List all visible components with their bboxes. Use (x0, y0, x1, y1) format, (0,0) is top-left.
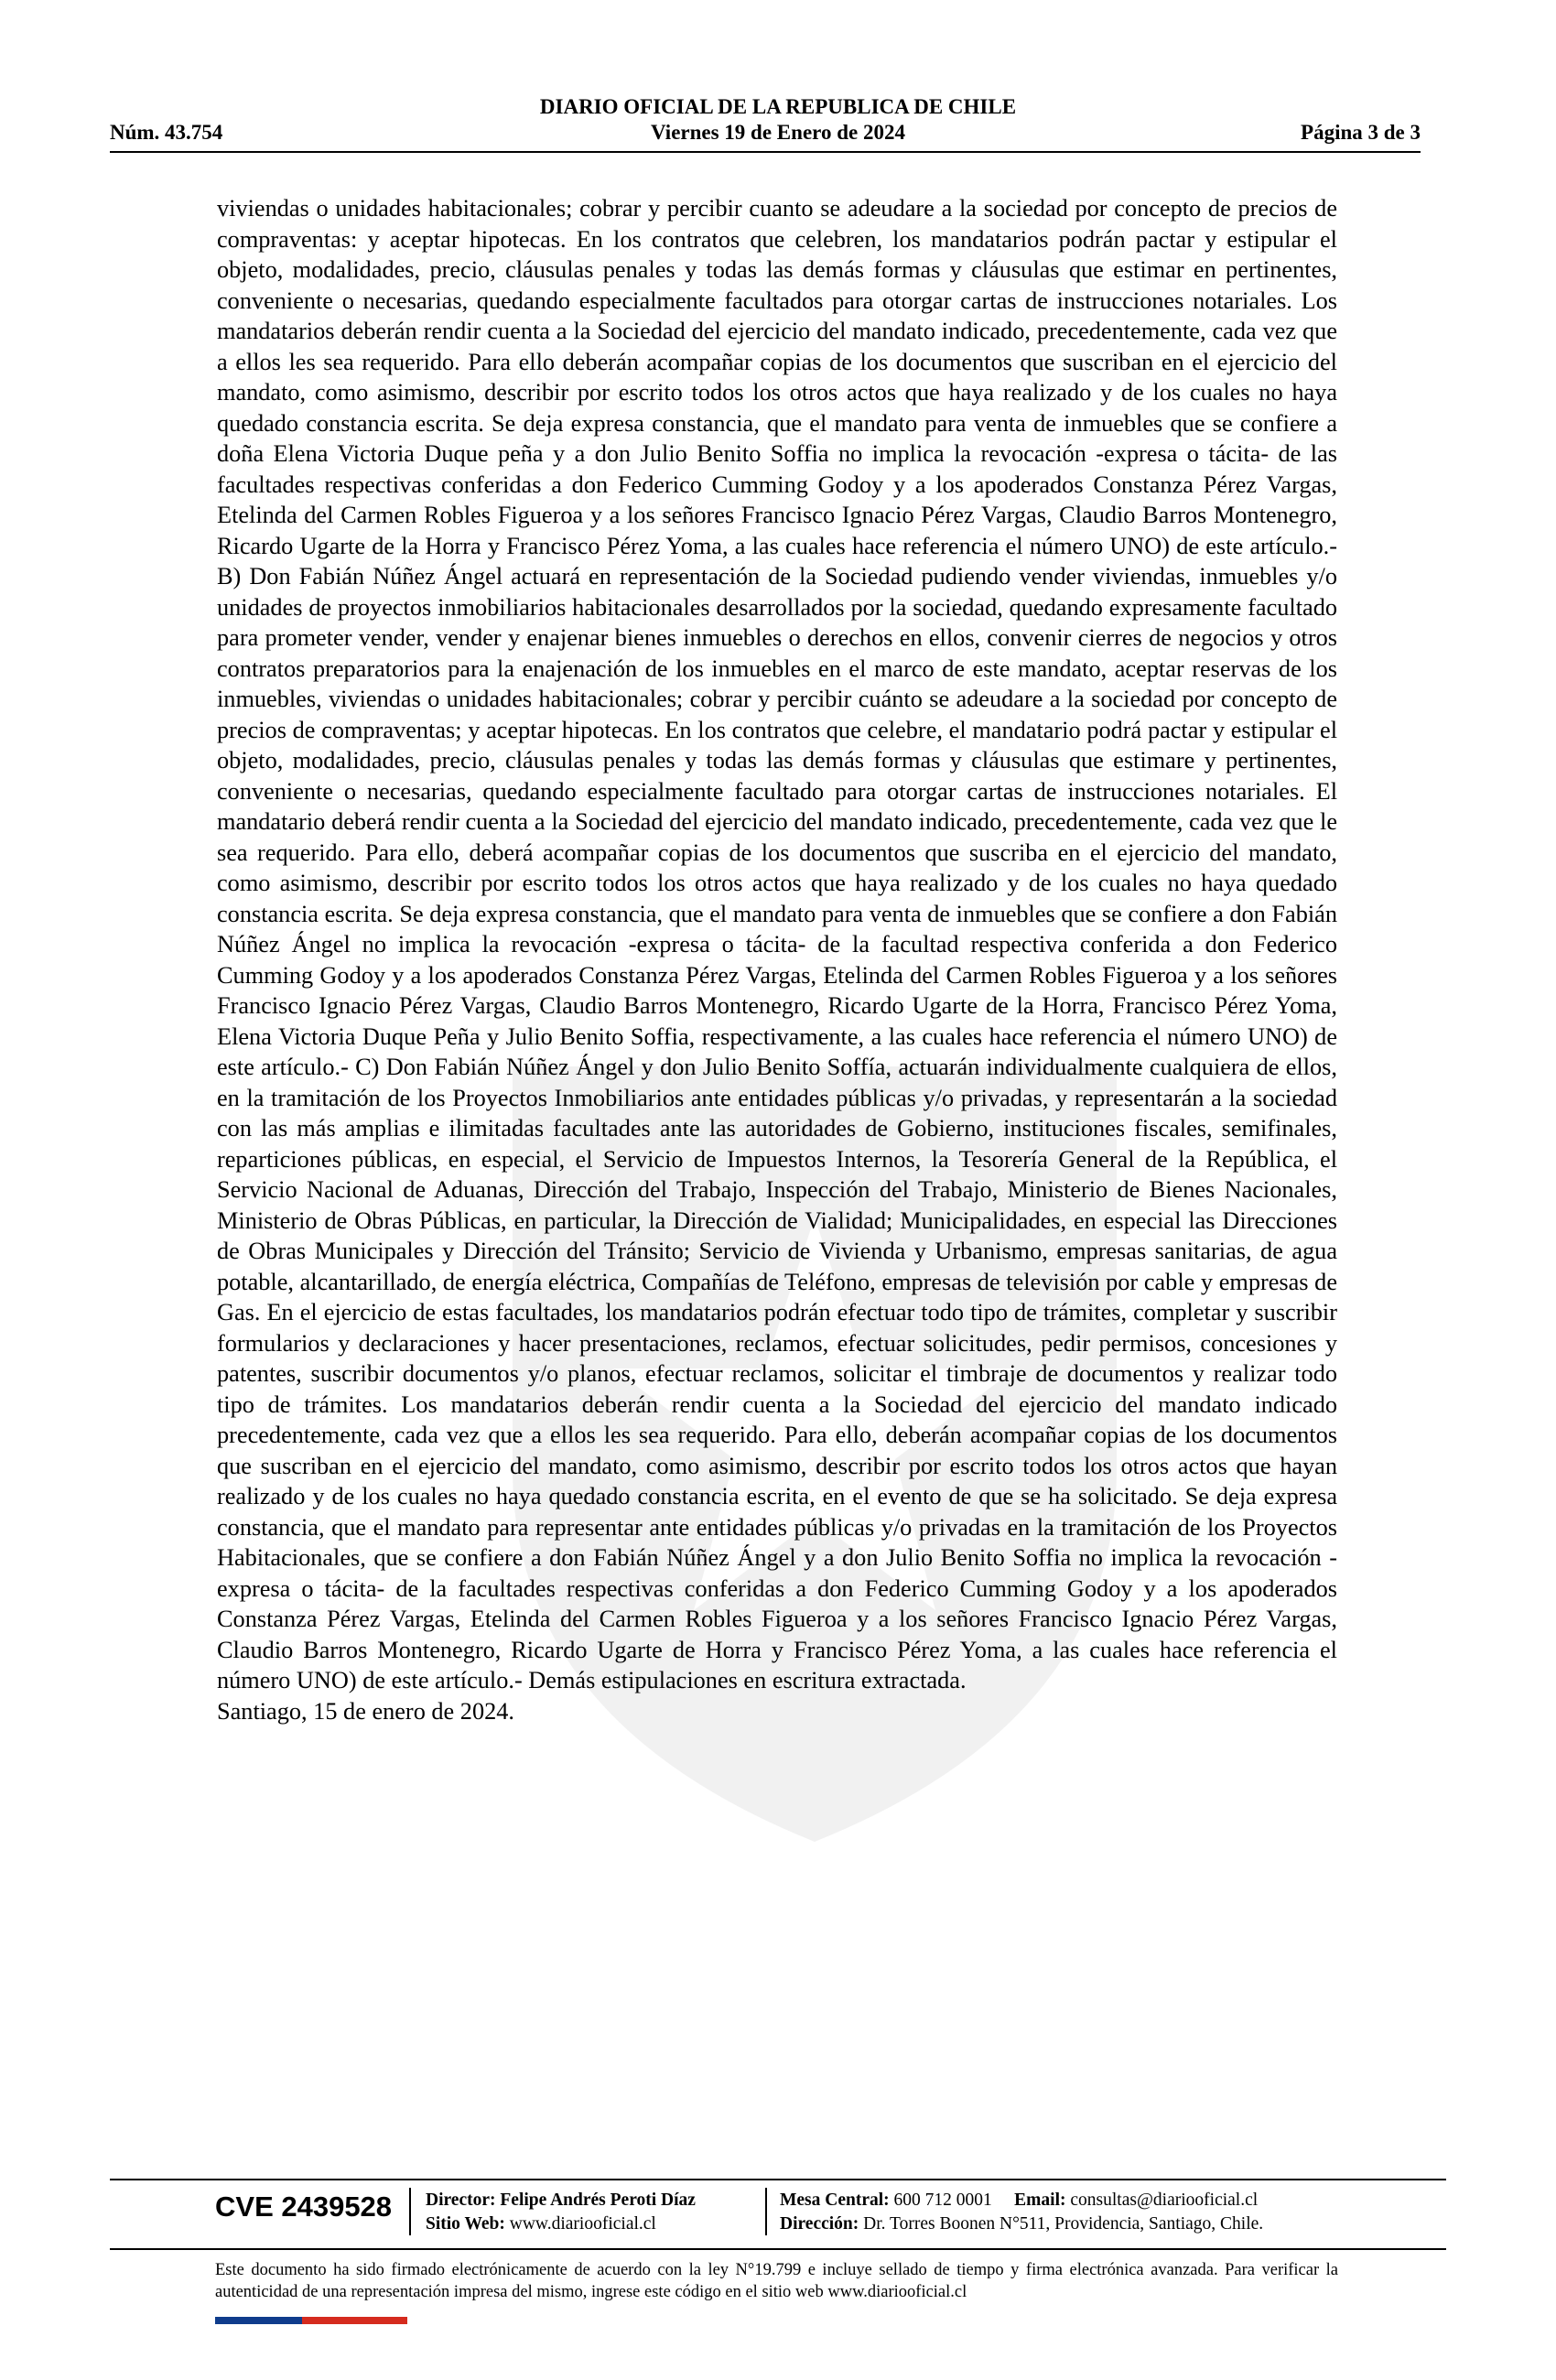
footer-director-block (426, 2189, 696, 2236)
closing-place-date: Santiago, 15 de enero de 2024. (217, 1697, 514, 1725)
body-paragraph: viviendas o unidades habitacionales; cobrar y percibir cuanto se adeudare a la sociedad por concepto de precios de compraventas: y aceptar hipotecas. En los contratos que celebren, los mandatarios podrán pactar y estipular el objeto, modalidades, precio, cláusulas penales y todas las demás formas y cláusulas que estimar en pertinentes, conveniente o necesarias, quedando especialmente facultados para otorgar cartas de instrucciones notariales. Los mandatarios deberán rendir cuenta a la Sociedad del ejercicio del mandato indicado, precedentemente, cada vez que a ellos les sea requerido. Para ello deberán acompañar copias de los documentos que suscriban en el ejercicio del mandato, como asimismo, describir por escrito todos los otros actos que haya realizado y de los cuales no haya quedado constancia escrita. Se deja expresa constancia, que el mandato para venta de inmuebles que se confiere a doña Elena Victoria Duque peña y a don Julio Benito Soffia no implica la revocación -expresa o tácita- de las facultades respectivas conferidas a don Federico Cumming Godoy y a los apoderados Constanza Pérez Vargas, Etelinda del Carmen Robles Figueroa y a los señores Francisco Ignacio Pérez Vargas, Claudio Barros Montenegro, Ricardo Ugarte de la Horra y Francisco Pérez Yoma, a las cuales hace referencia el número UNO) de este artículo.- B) Don Fabián Núñez Ángel actuará en representación de la Sociedad pudiendo vender viviendas, inmuebles y/o unidades de proyectos inmobiliarios habitacionales desarrollados por la sociedad, quedando expresamente facultado para prometer vender, vender y enajenar bienes inmuebles o derechos en ellos, convenir cierres de negocios y otros contratos preparatorios para la enajenación de los inmuebles en el marco de este mandato, aceptar reservas de los inmuebles, viviendas o unidades habitacionales; cobrar y percibir cuánto se adeudare a la sociedad por concepto de precios de compraventas; y aceptar hipotecas. En los contratos que celebre, el mandatario podrá pactar y estipular el objeto, modalidades, precio, cláusulas penales y todas las demás formas y cláusulas que estimare y pertinentes, conveniente o necesarias, quedando especialmente facultado para otorgar cartas de instrucciones notariales. El mandatario deberá rendir cuenta a la Sociedad del ejercicio del mandato indicado, precedentemente, cada vez que le sea requerido. Para ello, deberá acompañar copias de los documentos que suscriba en el ejercicio del mandato, como asimismo, describir por escrito todos los otros actos que haya realizado y de los cuales no haya quedado constancia escrita. Se deja expresa constancia, que el mandato para venta de inmuebles que se confiere a don Fabián Núñez Ángel no implica la revocación -expresa o tácita- de la facultad respectiva conferida a don Federico Cumming Godoy y a los apoderados Constanza Pérez Vargas, Etelinda del Carmen Robles Figueroa y a los señores Francisco Ignacio Pérez Vargas, Claudio Barros Montenegro, Ricardo Ugarte de la Horra, Francisco Pérez Yoma, Elena Victoria Duque Peña y Julio Benito Soffia, respectivamente, a las cuales hace referencia el número UNO) de este artículo.- C) Don Fabián Núñez Ángel y don Julio Benito Soffía, actuarán individualmente cualquiera de ellos, en la tramitación de los Proyectos Inmobiliarios ante entidades públicas y/o privadas, y representarán a la sociedad con las más amplias e ilimitadas facultades ante las autoridades de Gobierno, instituciones fiscales, semifinales, reparticiones públicas, en especial, el Servicio de Impuestos Internos, la Tesorería General de la República, el Servicio Nacional de Aduanas, Dirección del Trabajo, Inspección del Trabajo, Ministerio de Bienes Nacionales, Ministerio de Obras Públicas, en particular, la Dirección de Vialidad; Municipalidades, en especial las Direcciones de Obras Municipales y Dirección del Tránsito; Servicio de Vivienda y Urbanismo, empresas sanitarias, de agua potable, alcantarillado, de energía eléctrica, Compañías de Teléfono, empresas de televisión por cable y empresas de Gas. En el ejercicio de estas facultades, los mandatarios podrán efectuar todo tipo de trámites, completar y suscribir formularios y declaraciones y hacer presentaciones, reclamos, efectuar solicitudes, pedir permisos, concesiones y patentes, suscribir documentos y/o planos, efectuar reclamos, solicitar el timbraje de documentos y realizar todo tipo de trámites. Los mandatarios deberán rendir cuenta a la Sociedad del ejercicio del mandato indicado precedentemente, cada vez que a ellos les sea requerido. Para ello, deberán acompañar copias de los documentos que suscriban en el ejercicio del mandato, como asimismo, describir por escrito todos los otros actos que hayan realizado y de los cuales no haya quedado constancia escrita, en el evento de que se ha solicitado. Se deja expresa constancia, que el mandato para representar ante entidades públicas y/o privadas en la tramitación de los Proyectos Habitacionales, que se confiere a don Fabián Núñez Ángel y a don Julio Benito Soffia no implica la revocación -expresa o tácita- de la facultades respectivas conferidas a don Federico Cumming Godoy y a los apoderados Constanza Pérez Vargas, Etelinda del Carmen Robles Figueroa y a los señores Francisco Ignacio Pérez Vargas, Claudio Barros Montenegro, Ricardo Ugarte de Horra y Francisco Pérez Yoma, a las cuales hace referencia el número UNO) de este artículo.- Demás estipulaciones en escritura extractada. (217, 195, 1337, 1693)
footer-divider-top (110, 2179, 1446, 2180)
gazette-title: DIARIO OFICIAL DE LA REPUBLICA DE CHILE (539, 95, 1017, 118)
flag-stripe-blue (215, 2317, 302, 2324)
footer-separator (765, 2188, 767, 2235)
footer-separator (409, 2188, 411, 2235)
page-number: Página 3 de 3 (1301, 121, 1421, 144)
website-link[interactable]: www.diariooficial.cl (509, 2214, 656, 2234)
email-link[interactable]: consultas@diariooficial.cl (1070, 2191, 1259, 2210)
address-label: Dirección: (780, 2214, 859, 2234)
director-label: Director: (426, 2191, 496, 2210)
phone-number: 600 712 0001 (893, 2191, 992, 2210)
email-label: Email: (1014, 2191, 1066, 2210)
website-label: Sitio Web: (426, 2214, 505, 2234)
issue-number: Núm. 43.754 (110, 121, 223, 144)
document-body (217, 193, 1337, 1726)
address-value: Dr. Torres Boonen N°511, Providencia, Santiago, Chile. (863, 2214, 1264, 2234)
electronic-signature-notice: Este documento ha sido firmado electrónicamente de acuerdo con la ley N°19.799 e incluye sellado de tiempo y firma electrónica avanzada. Para verificar la autenticidad de una representación impresa del mismo, ingrese este código en el sitio web www.diariooficial.cl (215, 2261, 1338, 2301)
flag-stripe-red (302, 2317, 407, 2324)
footer-contact-block (780, 2189, 1263, 2236)
cve-code: CVE 2439528 (215, 2191, 393, 2223)
footer-divider-bottom (110, 2248, 1446, 2250)
issue-date: Viernes 19 de Enero de 2024 (651, 121, 905, 144)
header-divider (110, 151, 1421, 153)
director-name: Felipe Andrés Peroti Díaz (500, 2191, 696, 2210)
chile-flag-stripe (215, 2317, 407, 2324)
phone-label: Mesa Central: (780, 2191, 890, 2210)
